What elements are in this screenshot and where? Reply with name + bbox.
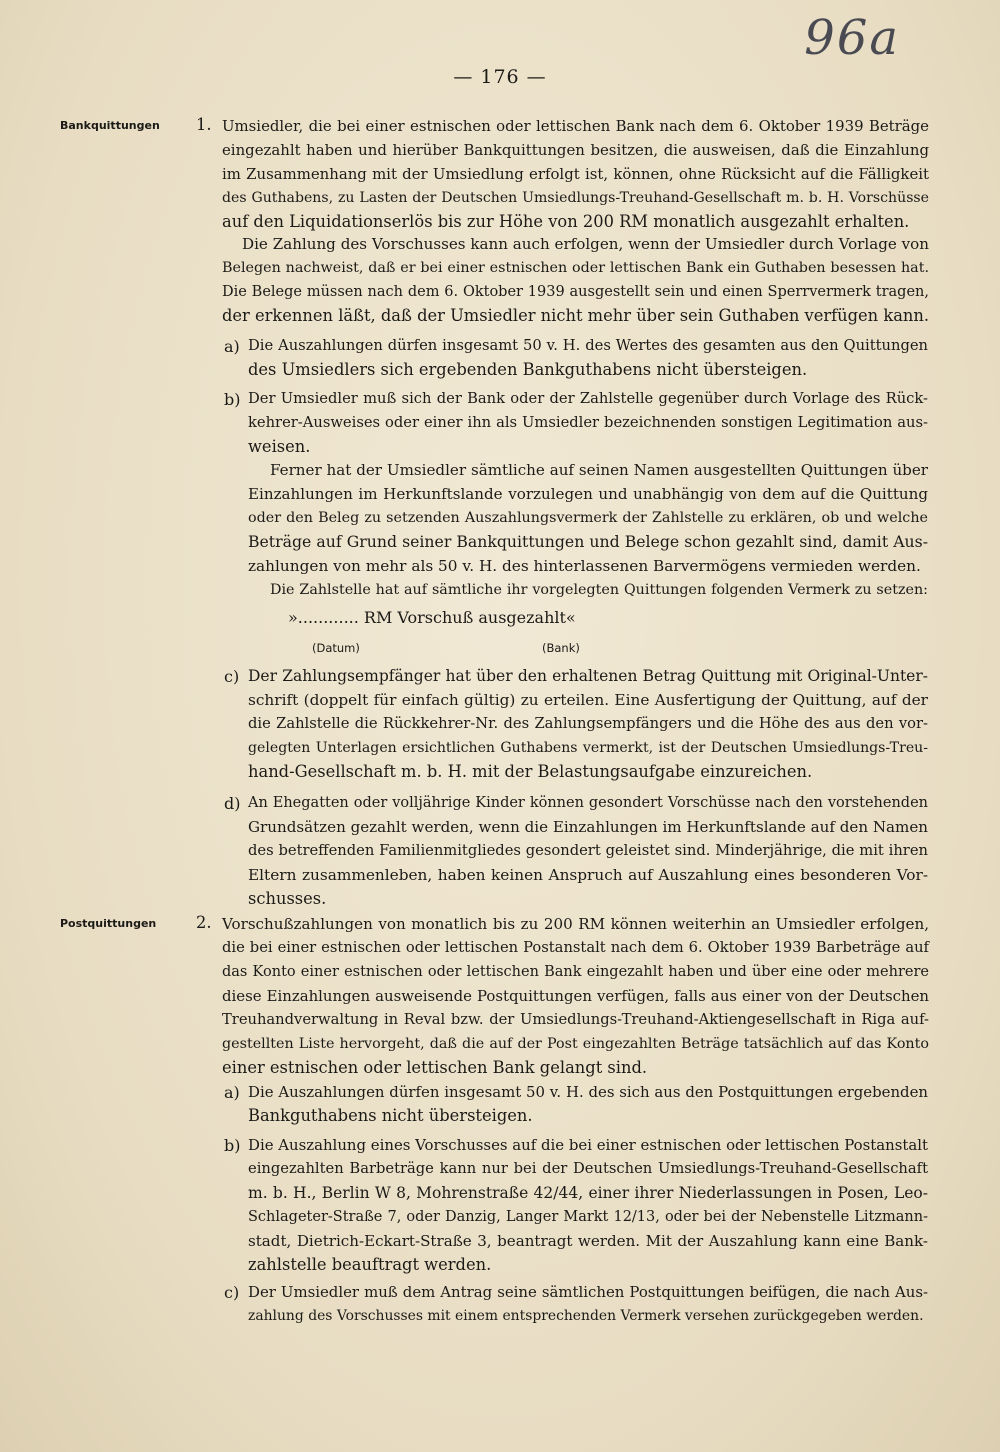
item-1d-text <box>248 791 928 911</box>
text-line: Die Zahlstelle hat auf sämtliche ihr vorgelegten Quittungen folgenden Vermerk zu setzen: <box>270 582 928 598</box>
handwritten-page-note: 96a <box>804 10 900 66</box>
item-1b-label: b) <box>224 390 241 409</box>
text-line: Grundsätzen gezahlt werden, wenn die Einzahlungen im Herkunftslande auf den Namen <box>248 818 929 836</box>
item-1a-text <box>248 334 928 382</box>
text-line: m. b. H., Berlin W 8, Mohrenstraße 42/44, einer ihrer Niederlassungen in Posen, Leo- <box>248 1184 928 1202</box>
bank-label: (Bank) <box>542 641 580 655</box>
text-line: Treuhandverwaltung in Reval bzw. der Umsiedlungs-Treuhand-Aktiengesellschaft in Riga auf- <box>222 1011 929 1028</box>
text-line: oder den Beleg zu setzenden Auszahlungsvermerk der Zahlstelle zu erklären, ob und welche <box>248 510 928 526</box>
item-1c-label: c) <box>224 667 240 686</box>
section-2-number: 2. <box>196 913 212 932</box>
receipt-note-formula: »............ RM Vorschuß ausgezahlt« <box>288 608 576 627</box>
text-line: gestellten Liste hervorgeht, daß die auf der Post eingezahlten Beträge tatsächlich auf das Konto <box>222 1036 929 1052</box>
text-line: des Guthabens, zu Lasten der Deutschen Umsiedlungs-Treuhand-Gesellschaft m. b. H. Vorschüsse <box>222 190 929 206</box>
date-label: (Datum) <box>312 641 360 655</box>
text-line: Einzahlungen im Herkunftslande vorzulegen und unabhängig von dem auf die Quittung <box>248 485 928 503</box>
text-line: stadt, Dietrich-Eckart-Straße 3, beantragt werden. Mit der Auszahlung kann eine Bank- <box>248 1232 928 1250</box>
page-number: — 176 — <box>453 66 547 88</box>
item-2a-text <box>248 1080 928 1128</box>
text-line: hand-Gesellschaft m. b. H. mit der Belastungsaufgabe einzureichen. <box>248 762 813 781</box>
text-line: schrift (doppelt für einfach gültig) zu erteilen. Eine Ausfertigung der Quittung, auf der <box>248 691 928 709</box>
item-2c-label: c) <box>224 1283 240 1302</box>
section-2-paragraph <box>222 912 929 1080</box>
text-line: Umsiedler, die bei einer estnischen oder lettischen Bank nach dem 6. Oktober 1939 Beträge <box>222 117 929 135</box>
text-line: Die Belege müssen nach dem 6. Oktober 1939 ausgestellt sein und einen Sperrvermerk tragen, <box>222 284 929 300</box>
item-1b-text <box>248 387 928 459</box>
text-line: Die Auszahlungen dürfen insgesamt 50 v. H. des Wertes des gesamten aus den Quittungen <box>248 337 928 354</box>
item-2b-label: b) <box>224 1136 241 1155</box>
item-1b-paragraph-3 <box>248 578 928 602</box>
text-line: schusses. <box>248 889 327 908</box>
text-line: die bei einer estnischen oder lettischen Postanstalt nach dem 6. Oktober 1939 Barbeträge auf <box>222 939 929 956</box>
item-1d-label: d) <box>224 794 241 813</box>
text-line: Bankguthabens nicht übersteigen. <box>248 1106 533 1125</box>
margin-label-bankquittungen: Bankquittungen <box>60 119 160 132</box>
text-line: weisen. <box>248 437 311 456</box>
text-line: Eltern zusammenleben, haben keinen Anspruch auf Auszahlung eines besonderen Vor- <box>248 866 928 884</box>
item-2a-label: a) <box>224 1083 240 1102</box>
text-line: das Konto einer estnischen oder lettischen Bank eingezahlt haben und über eine oder mehrere <box>222 964 929 980</box>
item-2c-text <box>248 1280 928 1328</box>
item-1c-text <box>248 664 928 784</box>
text-line: Der Umsiedler muß dem Antrag seine sämtlichen Postquittungen beifügen, die nach Aus- <box>248 1283 928 1301</box>
text-line: der erkennen läßt, daß der Umsiedler nicht mehr über sein Guthaben verfügen kann. <box>222 306 930 325</box>
text-line: diese Einzahlungen ausweisende Postquittungen verfügen, falls aus einer von der Deutschen <box>222 987 929 1005</box>
text-line: Belegen nachweist, daß er bei einer estnischen oder lettischen Bank ein Guthaben besessen hat. <box>222 260 929 276</box>
text-line: Ferner hat der Umsiedler sämtliche auf seinen Namen ausgestellten Quittungen über <box>270 461 928 479</box>
text-line: die Zahlstelle die Rückkehrer-Nr. des Zahlungsempfängers und die Höhe des aus den vor- <box>248 715 928 732</box>
text-line: eingezahlt haben und hierüber Bankquittungen besitzen, die ausweisen, daß die Einzahlung <box>222 141 929 159</box>
item-1a-label: a) <box>224 337 240 356</box>
text-line: Die Auszahlung eines Vorschusses auf die bei einer estnischen oder lettischen Postanstalt <box>248 1136 928 1154</box>
text-line: Schlageter-Straße 7, oder Danzig, Langer Markt 12/13, oder bei der Nebenstelle Litzmann- <box>248 1209 928 1225</box>
text-line: Die Auszahlungen dürfen insgesamt 50 v. H. des sich aus den Postquittungen ergebenden <box>248 1083 928 1101</box>
text-line: Vorschußzahlungen von monatlich bis zu 200 RM können weiterhin an Umsiedler erfolgen, <box>222 915 929 933</box>
text-line: auf den Liquidationserlös bis zur Höhe von 200 RM monatlich ausgezahlt erhalten. <box>222 212 910 231</box>
text-line: eingezahlten Barbeträge kann nur bei der Deutschen Umsiedlungs-Treuhand-Gesellschaft <box>248 1160 928 1177</box>
section-1-number: 1. <box>196 115 212 134</box>
text-line: Der Zahlungsempfänger hat über den erhaltenen Betrag Quittung mit Original-Unter- <box>248 667 928 685</box>
text-line: des Umsiedlers sich ergebenden Bankguthabens nicht übersteigen. <box>248 360 808 379</box>
text-line: Die Zahlung des Vorschusses kann auch erfolgen, wenn der Umsiedler durch Vorlage von <box>242 235 929 253</box>
section-1-paragraph-2 <box>222 232 929 328</box>
text-line: An Ehegatten oder volljährige Kinder können gesondert Vorschüsse nach den vorstehenden <box>248 795 928 811</box>
margin-label-postquittungen: Postquittungen <box>60 917 157 930</box>
text-line: Der Umsiedler muß sich der Bank oder der Zahlstelle gegenüber durch Vorlage des Rück- <box>248 390 928 407</box>
text-line: gelegten Unterlagen ersichtlichen Guthabens vermerkt, ist der Deutschen Umsiedlungs-Treu- <box>248 740 928 756</box>
text-line: einer estnischen oder lettischen Bank gelangt sind. <box>222 1058 648 1077</box>
item-2b-text <box>248 1133 928 1277</box>
text-line: zahlungen von mehr als 50 v. H. des hinterlassenen Barvermögens vermieden werden. <box>248 557 921 575</box>
section-1-paragraph <box>222 114 929 234</box>
text-line: zahlstelle beauftragt werden. <box>248 1255 492 1274</box>
text-line: kehrer-Ausweises oder einer ihn als Umsiedler bezeichnenden sonstigen Legitimation aus- <box>248 414 928 431</box>
text-line: des betreffenden Familienmitgliedes gesondert geleistet sind. Minderjährige, die mit ihren <box>248 842 928 859</box>
text-line: zahlung des Vorschusses mit einem entsprechenden Vermerk versehen zurückgegeben werden. <box>248 1308 924 1324</box>
item-1b-paragraph-2 <box>248 458 928 578</box>
text-line: Beträge auf Grund seiner Bankquittungen und Belege schon gezahlt sind, damit Aus- <box>248 532 928 551</box>
text-line: im Zusammenhang mit der Umsiedlung erfolgt ist, können, ohne Rücksicht auf die Fälligkeit <box>222 165 929 183</box>
